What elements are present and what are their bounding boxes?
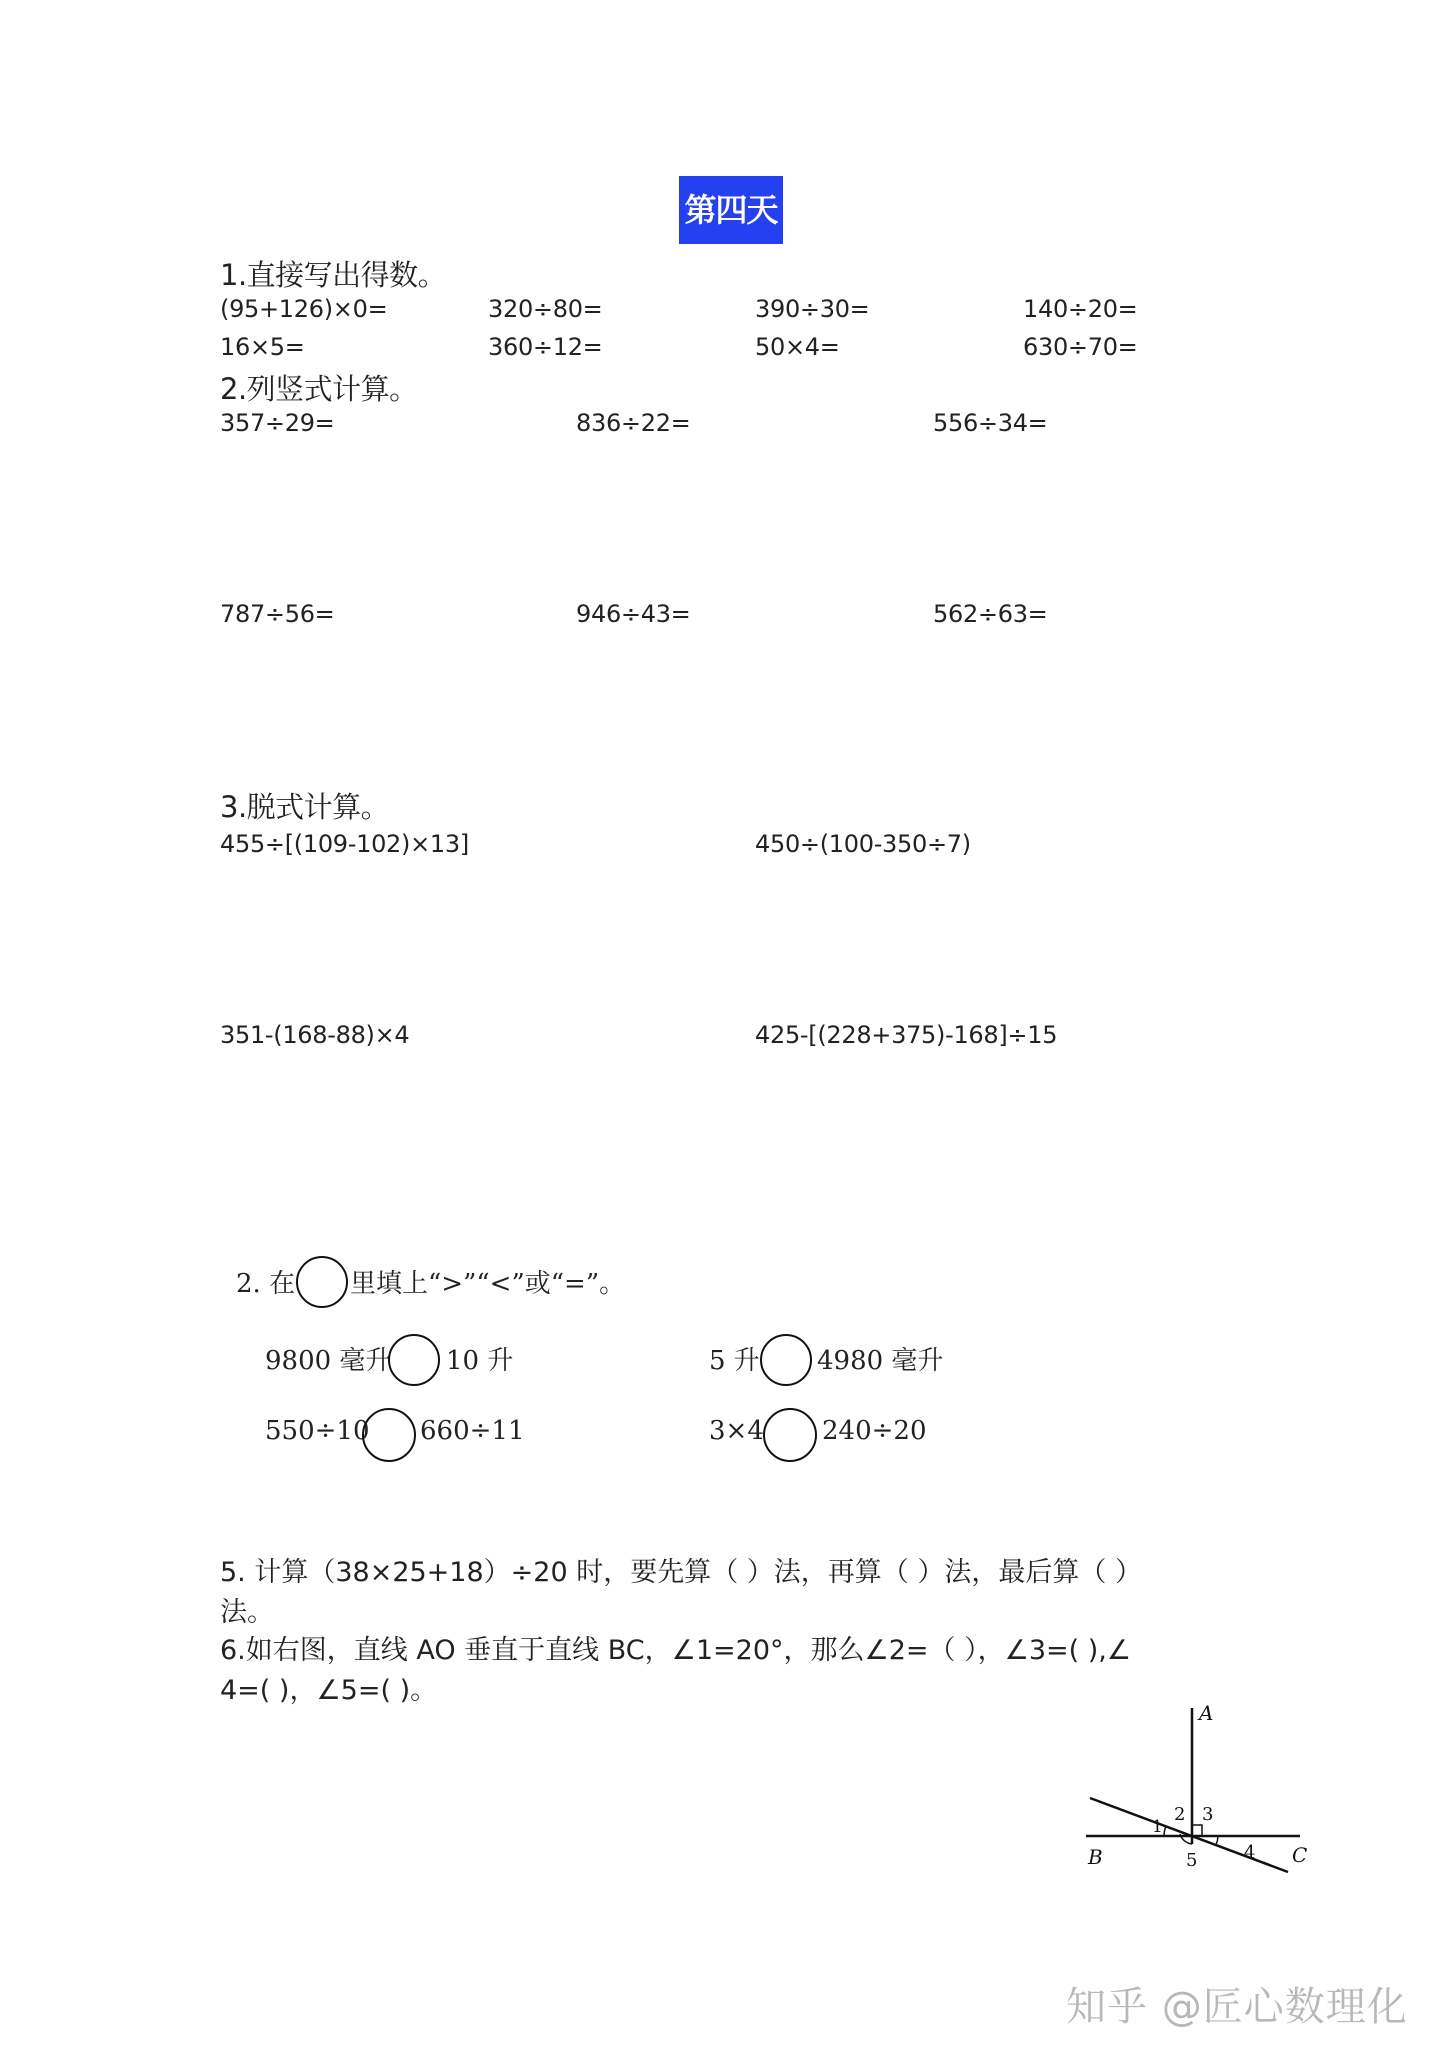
label-angle-4: 4: [1244, 1842, 1256, 1863]
angle-figure: [1068, 1700, 1328, 1910]
question-5-line-1: 5. 计算（38×25+18）÷20 时，要先算（ ）法，再算（ ）法，最后算（ ）: [220, 1557, 1142, 1588]
compare-heading-suffix: 里填上“>”“<”或“=”。: [350, 1269, 626, 1299]
label-angle-3: 3: [1202, 1804, 1214, 1825]
answer-circle[interactable]: [763, 1408, 817, 1462]
angle-arc: [1216, 1836, 1218, 1845]
page-title: 第四天: [679, 176, 783, 244]
watermark: 知乎 @匠心数理化: [1066, 1984, 1408, 2030]
label-angle-1: 1: [1152, 1817, 1163, 1837]
compare-left: 5 升: [709, 1346, 760, 1376]
label-c: C: [1292, 1843, 1308, 1867]
compare-left: 9800 毫升: [265, 1346, 392, 1376]
problem: 787÷56=: [220, 600, 335, 628]
blank-circle: [296, 1256, 348, 1308]
problem: 562÷63=: [933, 600, 1048, 628]
problem: 556÷34=: [933, 409, 1048, 437]
problem: 630÷70=: [1023, 333, 1138, 361]
compare-left: 550÷10: [265, 1416, 370, 1446]
question-6-line-2: 4=( )，∠5=( )。: [220, 1675, 438, 1706]
problem: 450÷(100-350÷7): [755, 830, 971, 858]
compare-right: 4980 毫升: [817, 1346, 944, 1376]
compare-right: 240÷20: [822, 1416, 927, 1446]
section-1-heading: 1.直接写出得数。: [220, 258, 447, 292]
label-angle-2: 2: [1174, 1804, 1186, 1825]
problem: 425-[(228+375)-168]÷15: [755, 1021, 1058, 1049]
problem: 50×4=: [755, 333, 840, 361]
section-2-heading: 2.列竖式计算。: [220, 372, 418, 406]
label-a: A: [1199, 1701, 1214, 1725]
compare-right: 10 升: [446, 1346, 514, 1376]
problem: (95+126)×0=: [220, 295, 388, 323]
compare-right: 660÷11: [420, 1416, 525, 1446]
problem: 357÷29=: [220, 409, 335, 437]
problem: 351-(168-88)×4: [220, 1021, 410, 1049]
question-5-line-2: 法。: [220, 1597, 274, 1628]
problem: 836÷22=: [576, 409, 691, 437]
problem: 360÷12=: [488, 333, 603, 361]
problem: 946÷43=: [576, 600, 691, 628]
problem: 390÷30=: [755, 295, 870, 323]
answer-circle[interactable]: [760, 1334, 812, 1386]
compare-heading-prefix: 2. 在: [236, 1269, 296, 1299]
section-3-heading: 3.脱式计算。: [220, 790, 390, 824]
problem: 320÷80=: [488, 295, 603, 323]
problem: 140÷20=: [1023, 295, 1138, 323]
angle-arc: [1164, 1826, 1166, 1836]
problem: 455÷[(109-102)×13]: [220, 830, 469, 858]
compare-left: 3×4: [709, 1416, 764, 1446]
label-b: B: [1088, 1845, 1103, 1869]
question-6-line-1: 6.如右图，直线 AO 垂直于直线 BC，∠1=20°，那么∠2=（ ），∠3=( ),∠: [220, 1635, 1132, 1666]
right-angle-mark: [1192, 1825, 1202, 1836]
problem: 16×5=: [220, 333, 305, 361]
answer-circle[interactable]: [362, 1408, 416, 1462]
answer-circle[interactable]: [388, 1334, 440, 1386]
label-angle-5: 5: [1186, 1850, 1198, 1871]
